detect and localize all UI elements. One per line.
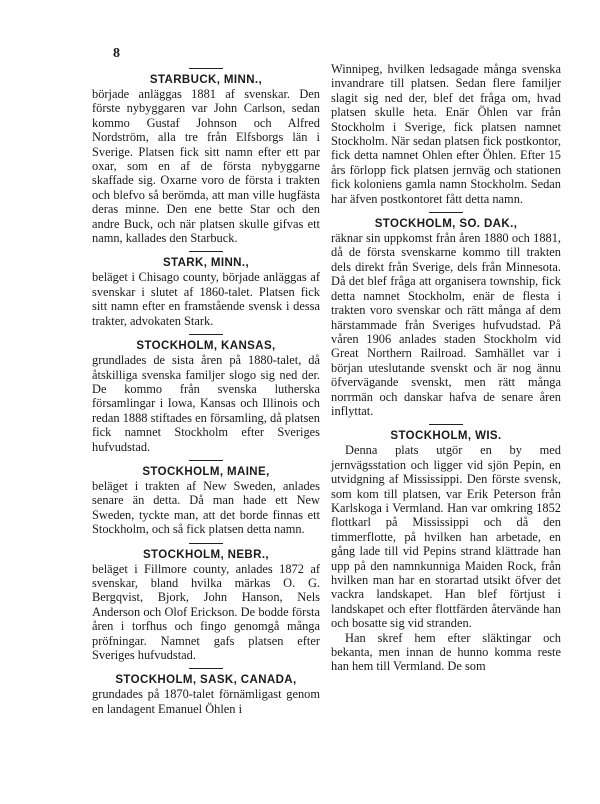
entry-stockholm-kansas — [92, 334, 320, 454]
entry-stockholm-sask — [92, 668, 320, 716]
entry-text: Han skref hem efter släktingar och bekanta, men innan de hunno komma reste han hem till Vermland. De som — [331, 630, 561, 674]
entry-text: räknar sin uppkomst från åren 1880 och 1881, då de första svenskarne kommo till trakten dels direkt från Sverige, dels från Minnesota. Då det blef fråga att organisera township, fick detta namnet Stockholm, enär de flesta i trakten voro svenskar och rätt många af dem härstammade från Sveriges hufvudstad. På våren 1906 anlades staden Stockholm vid Great Northern Railroad. Samhället var i början uteslutande svenskt och är nog ännu öfvervägande svenskt, men rätt många norrmän och danskar hafva de senare åren inflyttat. — [331, 231, 561, 418]
left-column — [92, 62, 320, 721]
entry-heading: STOCKHOLM, NEBR., — [142, 548, 270, 561]
entry-text: grundades på 1870-talet förnämligast genom en landagent Emanuel Öhlen i — [92, 687, 320, 716]
entry-text: Denna plats utgör en by med jernvägsstation och ligger vid sjön Pepin, en utvidgning af Mississippi. Den förste svensk, som kom till platsen, var Erik Peterson från Karlskoga i Vermland. Han var omkring 1852 flottkarl på Mississippi och då den timmerflotte, på hvilken han arbetade, en gång lade till vid Pepins strand klättrade han upp på den namnkunniga Maiden Rock, från hvilken man har en storartad utsikt öfver det vackra landskapet. Han blef förtjust i landskapet och efter flottfärden återvände han och bosatte sig vid stranden. — [331, 443, 561, 631]
entry-heading: STOCKHOLM, KANSAS, — [136, 340, 276, 353]
entry-stockholm-wis — [331, 424, 561, 674]
section-rule — [189, 68, 223, 69]
section-rule — [189, 334, 223, 335]
section-rule — [189, 460, 223, 461]
entry-stockholm-so-dak — [331, 212, 561, 418]
entry-heading: STARBUCK, MINN., — [149, 74, 263, 86]
right-column — [331, 62, 561, 679]
entry-starbuck — [92, 68, 320, 245]
entry-heading: STOCKHOLM, WIS. — [390, 430, 502, 443]
section-rule — [429, 424, 463, 425]
entry-heading: STARK, MINN., — [162, 257, 250, 270]
entry-text: Winnipeg, hvilken ledsagade många svenska invandrare till platsen. Sedan flere familjer slagit sig ned der, blef det fråga om, hvad platsen skulle heta. Enär Öhlen var från Stockholm i Sverige, fick platsen namnet Stockholm. När sedan platsen fick postkontor, fick detta namnet Ohlen efter Öhlen. Efter 15 års förlopp fick platsen jernväg och stationen fick koloniens gamla namn Stockholm. Sedan har äfven postkontoret fått detta namn. — [331, 62, 561, 206]
entry-text: grundlades de sista åren på 1880-talet, då åtskilliga svenska familjer slogo sig ned der. De kommo från svenska lutherska församlingar i Iowa, Kansas och Illinois och redan 1888 stiftades en församling, då platsen fick namnet Stockholm efter Sveriges hufvudstad. — [92, 353, 320, 454]
entry-stark — [92, 251, 320, 328]
entry-text: beläget i Fillmore county, anlades 1872 af svenskar, bland hvilka märkas O. G. Bergqvist, Bjork, John Hanson, Nels Anderson och Olof Erickson. De bodde första åren i torfhus och fingo genomgå många pröfningar. Namnet gafs platsen efter Sveriges hufvudstad. — [92, 561, 320, 662]
section-rule — [189, 668, 223, 669]
section-rule — [189, 543, 223, 544]
entry-text: började anläggas 1881 af svenskar. Den förste nybyggaren var John Carlson, sedan kommo Gustaf Johnson och Alfred Nordström, alla tre från Elfsborgs län i Sverige. Platsen fick sitt namn efter ett par oxar, som en af de första nybyggarne skaffade sig. Oxarne voro de första i trakten och blefvo så berömda, att man ville hugfästa deras minne. Den ene bette Star och den andre Buck, och när platsen skulle gifvas ett namn, kallades den Starbuck. — [92, 87, 320, 246]
section-rule — [429, 212, 463, 213]
entry-stockholm-nebr — [92, 543, 320, 663]
entry-heading: STOCKHOLM, SASK, CANADA, — [115, 674, 297, 687]
page-number: 8 — [113, 46, 120, 61]
entry-text: beläget i trakten af New Sweden, anlades senare än detta. Då man hade ett New Sweden, tyckte man, att det borde finnas ett Stockholm, och så fick platsen detta namn. — [92, 478, 320, 537]
entry-heading: STOCKHOLM, MAINE, — [142, 465, 270, 478]
entry-heading: STOCKHOLM, SO. DAK., — [374, 218, 518, 231]
entry-stockholm-sask-continued — [331, 62, 561, 206]
section-rule — [189, 251, 223, 252]
entry-text: beläget i Chisago county, började anläggas af svenskar i slutet af 1860-talet. Platsen fick sitt namn efter en framstående svensk i dessa trakter, advokaten Stark. — [92, 270, 320, 328]
entry-stockholm-maine — [92, 460, 320, 537]
